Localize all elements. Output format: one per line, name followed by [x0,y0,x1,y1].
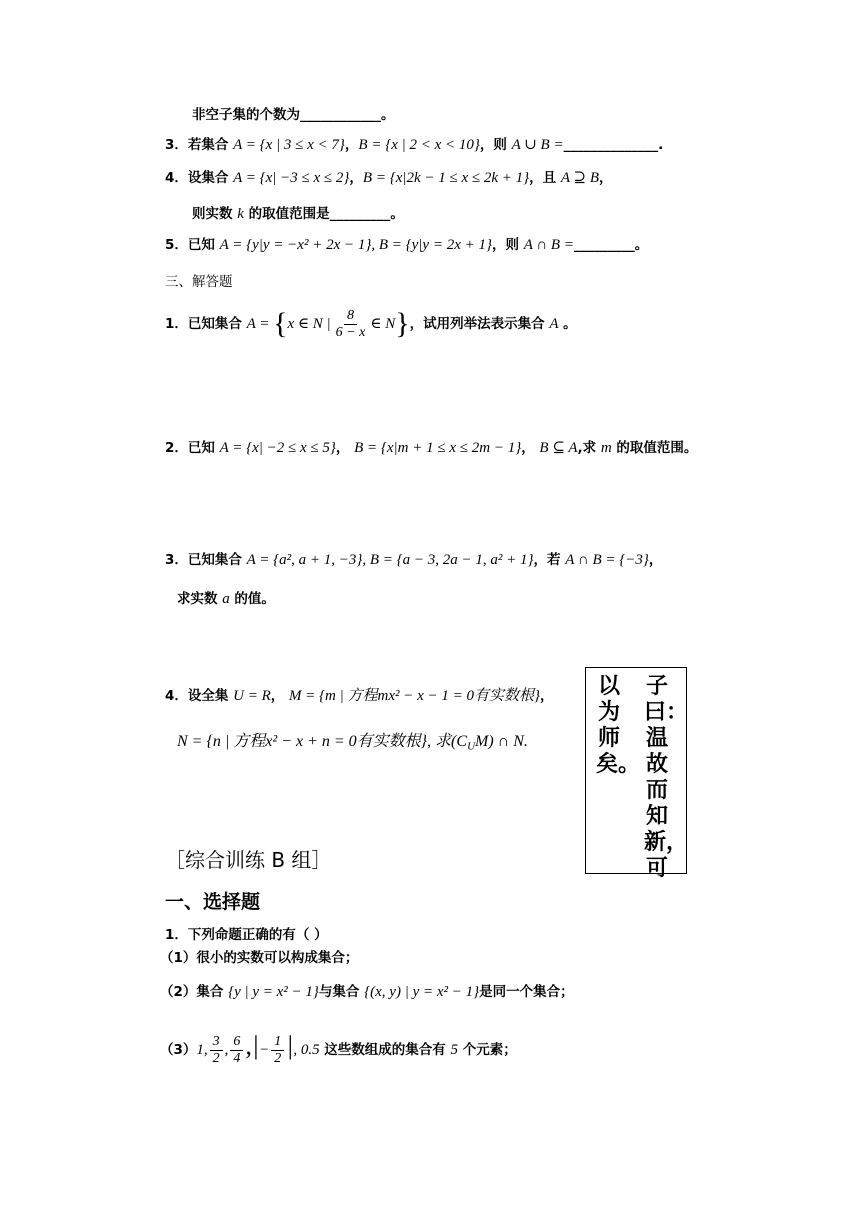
math: k [237,206,244,222]
math: 1, [196,1042,208,1058]
text: 是同一个集合； [479,984,574,1000]
math: ∈ N [370,316,396,332]
choice-item-1 [160,947,358,969]
text: 与集合 [318,984,365,1000]
text: 设集合 [187,170,234,186]
math: N = {n | 方程x² − x + n = 0有实数根}, 求(C [177,733,468,750]
text: 若集合 [187,137,234,153]
text: 。 [558,316,577,332]
math-subscript: U [467,740,476,753]
text: 的取值范围是_________。 [243,206,404,222]
math: M = {m | 方程mx² − x − 1 = 0有实数根} [288,688,541,704]
fraction-numerator: 8 [344,308,357,325]
text: 的值。 [229,591,275,607]
quote-column-1: 子曰：温故而知新，可 [644,674,689,881]
text: 个元素； [458,1042,517,1058]
section-title: 一、选择题 [165,891,261,913]
fraction-denominator: 4 [233,1050,241,1066]
math: A = {a², a + 1, −3}, B = {a − 3, 2a − 1, a² + 1} [246,552,534,568]
brace-right: } [395,307,410,340]
math: A ∩ B = {−3} [565,552,649,568]
text: ,求 [577,440,601,456]
question-number: 5． [165,237,188,253]
math: A [549,316,559,332]
math: 5 [450,1042,458,1058]
text: ，若 [533,552,566,568]
answer-question-4 [165,685,554,707]
text: 则实数 [192,206,238,222]
section-answer-questions [165,271,233,293]
answer-question-4-cont [177,731,528,758]
fill-question-4-cont [192,203,404,225]
fraction-numerator: 1 [271,1034,284,1051]
math: A = {x| −2 ≤ x ≤ 5} [219,440,336,456]
math: − [259,1042,270,1058]
math-comma: , [224,1042,229,1058]
section-title: ［综合训练 B 组］ [165,848,332,872]
math: A ∩ B = [523,237,574,253]
math: B = {x | 2 < x < 10} [358,137,480,153]
question-number: 3． [165,552,188,568]
section-choice-title [165,887,260,914]
math: B = {x|m + 1 ≤ x ≤ 2m − 1} [354,440,522,456]
text: 下列命题正确的有（ ） [187,927,328,943]
math-abs-open: ,| [245,1031,260,1060]
choice-question-1 [165,924,328,946]
text: ， [648,552,663,568]
math: A = {y|y = −x² + 2x − 1}, B = {y|y = 2x + 1} [219,237,492,253]
text: ， [344,137,359,153]
fraction [230,1034,243,1067]
math: B ⊆ A [539,440,578,456]
answer-question-2 [165,437,697,459]
fill-question-3 [165,134,663,156]
question-number: 4． [165,170,188,186]
question-number: 3． [165,137,188,153]
section-title: 三、解答题 [165,274,233,290]
answer-blank: ______________. [563,137,664,153]
question-number: 1． [165,316,188,332]
math-abs-close: | [286,1031,294,1060]
math: {(x, y) | y = x² − 1} [364,984,480,1000]
math: A = {x | 3 ≤ x < 7} [233,137,345,153]
text: ， [598,170,613,186]
text: ， [540,688,554,704]
math: x ∈ N | [287,316,331,332]
text: 求实数 [177,591,223,607]
text: （1）很小的实数可以构成集合； [160,950,359,966]
text: 已知 [187,237,220,253]
text: ， [349,170,363,186]
answer-blank: _________。 [573,237,649,253]
math: A = [246,316,274,332]
text: 已知 [187,440,220,456]
fraction-numerator: 6 [230,1034,243,1051]
text: ， [521,440,540,456]
choice-item-3 [160,1026,517,1070]
text: 这些数组成的集合有 [319,1042,451,1058]
math: m [600,440,612,456]
text: ， [270,688,289,704]
fraction-denominator: 6 − x [335,324,366,340]
question-number: 2． [165,440,188,456]
fraction-denominator: 2 [212,1050,220,1066]
math: A ⊇ B [560,170,599,186]
text: ， [335,440,355,456]
question-number: 1． [165,927,188,943]
fraction-denominator: 2 [274,1050,282,1066]
quote-box [585,667,689,881]
answer-question-3 [165,549,662,571]
math: A ∪ B = [511,137,564,153]
math: B = {x|2k − 1 ≤ x ≤ 2k + 1} [362,170,530,186]
text: （3） [160,1042,197,1058]
math: M) ∩ N. [475,733,528,750]
fraction [210,1034,223,1067]
math: {y | y = x² − 1} [228,984,319,1000]
fraction [271,1034,284,1067]
text: 已知集合 [187,316,247,332]
text: 非空子集的个数为____________。 [192,107,395,123]
text: （2）集合 [160,984,229,1000]
math: , 0.5 [293,1042,320,1058]
math: a [222,591,230,607]
quote-column-2: 以为师矣。 [596,674,641,777]
question-number: 4． [165,688,188,704]
text: ，则 [479,137,512,153]
fill-question-5 [165,234,648,256]
fraction [333,308,369,341]
brace-left: { [273,307,288,340]
section-b-title [165,844,331,873]
line-nonempty-subsets [192,104,395,126]
math: U = R [233,688,271,704]
answer-question-1 [165,306,577,342]
fill-question-4 [165,167,612,189]
text: ，试用列举法表示集合 [409,316,550,332]
text: ，则 [491,237,524,253]
text: 的取值范围。 [611,440,698,456]
fraction-numerator: 3 [210,1034,223,1051]
answer-question-3-cont [177,588,275,610]
text: ，且 [529,170,561,186]
math: A = {x| −3 ≤ x ≤ 2} [233,170,350,186]
text: 已知集合 [187,552,247,568]
choice-item-2 [160,981,574,1003]
text: 设全集 [187,688,234,704]
